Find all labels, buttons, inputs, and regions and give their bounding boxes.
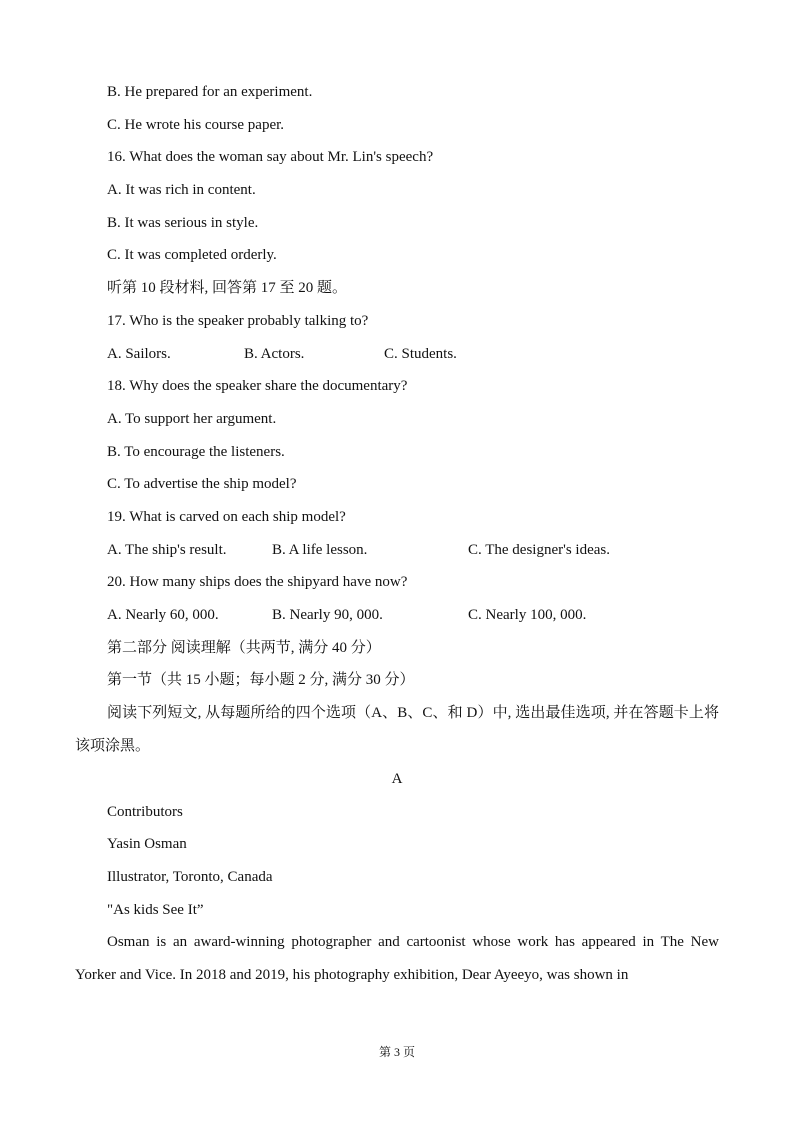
- q17-option-c: C. Students.: [384, 346, 457, 362]
- q20-option-c: C. Nearly 100, 000.: [468, 607, 587, 623]
- q18-option-a: A. To support her argument.: [107, 411, 277, 427]
- q19-option-c: C. The designer's ideas.: [468, 542, 610, 558]
- part2-heading: 第二部分 阅读理解（共两节, 满分 40 分）: [107, 640, 381, 656]
- part2-section1: 第一节（共 15 小题；每小题 2 分, 满分 30 分）: [107, 672, 415, 688]
- q20-options: [107, 606, 586, 624]
- passage-a-title: "As kids See It”: [107, 902, 204, 918]
- q15-option-b: B. He prepared for an experiment.: [107, 84, 313, 100]
- part2-instruction: 阅读下列短文, 从每题所给的四个选项（A、B、C、和 D）中, 选出最佳选项, 并在答题卡上将该项涂黑。: [75, 705, 719, 754]
- q19-option-a: A. The ship's result.: [107, 542, 227, 558]
- q20-option-b: B. Nearly 90, 000.: [272, 607, 383, 623]
- q17-options: [107, 345, 457, 363]
- q16-option-b: B. It was serious in style.: [107, 215, 259, 231]
- q16-option-a: A. It was rich in content.: [107, 182, 256, 198]
- q20-question: 20. How many ships does the shipyard have now?: [107, 574, 408, 590]
- q15-option-c: C. He wrote his course paper.: [107, 117, 285, 133]
- passage-a-body: Osman is an award-winning photographer and cartoonist whose work has appeared in The New Yorker and Vice. In 2018 and 2019, his photography exhibition, Dear Ayeeyo, was shown in: [75, 934, 719, 983]
- q17-option-b: B. Actors.: [244, 346, 305, 362]
- q16-option-c: C. It was completed orderly.: [107, 247, 277, 263]
- q19-question: 19. What is carved on each ship model?: [107, 509, 346, 525]
- q20-option-a: A. Nearly 60, 000.: [107, 607, 219, 623]
- passage-a-name: Yasin Osman: [107, 836, 187, 852]
- q18-option-c: C. To advertise the ship model?: [107, 476, 297, 492]
- q17-question: 17. Who is the speaker probably talking to?: [107, 313, 369, 329]
- passage-a-label: A: [391, 771, 403, 787]
- section10-instruction: 听第 10 段材料, 回答第 17 至 20 题。: [107, 280, 348, 296]
- q18-question: 18. Why does the speaker share the documentary?: [107, 378, 408, 394]
- page-number-footer: 第 3 页: [378, 1045, 415, 1059]
- q19-option-b: B. A life lesson.: [272, 542, 368, 558]
- q16-question: 16. What does the woman say about Mr. Lin's speech?: [107, 149, 434, 165]
- passage-a-role: Illustrator, Toronto, Canada: [107, 869, 273, 885]
- passage-a-contributors: Contributors: [107, 804, 183, 820]
- q18-option-b: B. To encourage the listeners.: [107, 444, 285, 460]
- q17-option-a: A. Sailors.: [107, 346, 171, 362]
- q19-options: [107, 541, 610, 559]
